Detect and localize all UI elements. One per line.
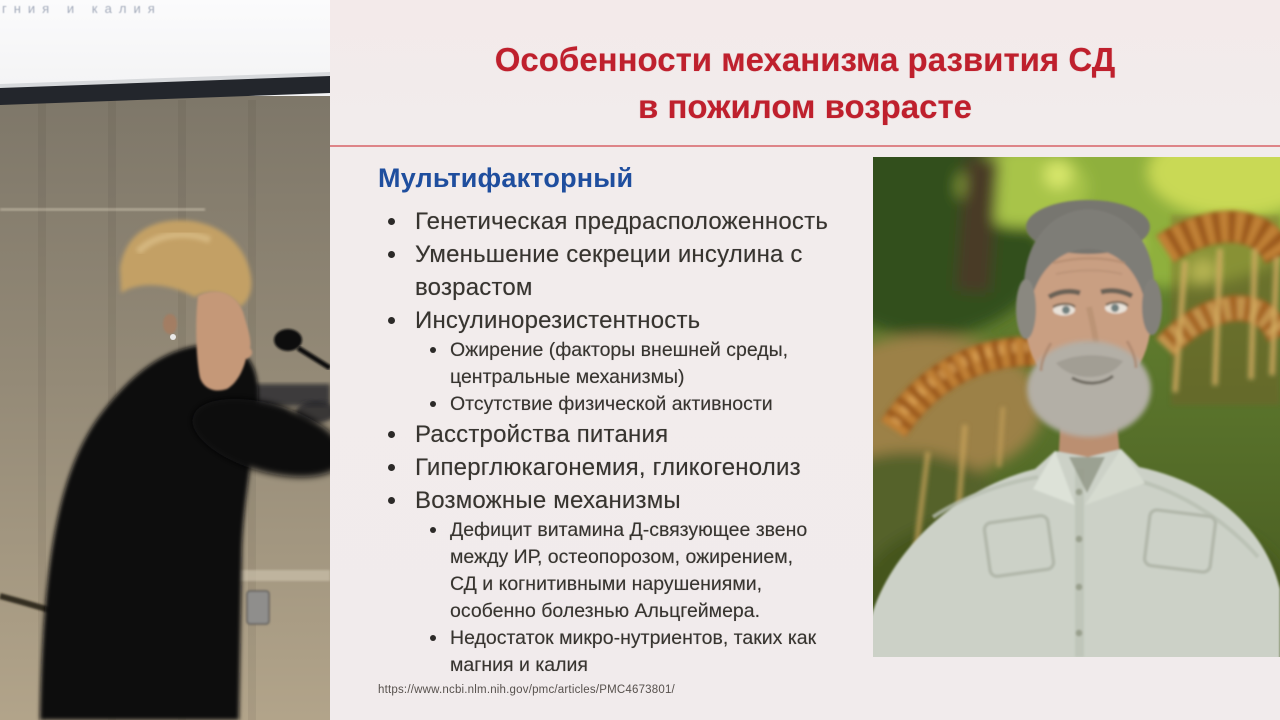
list-item: Инсулинорезистентность	[378, 304, 875, 337]
slide-title-line1: Особенности механизма развития СД	[494, 41, 1116, 78]
bullet-icon	[430, 527, 436, 533]
wall-rail	[0, 208, 205, 211]
list-item: Генетическая предрасположенность	[378, 205, 875, 238]
bullet-icon	[430, 401, 436, 407]
bullet-icon	[388, 431, 395, 438]
bullet-icon	[388, 218, 395, 225]
list-item: Гиперглюкагонемия, гликогенолиз	[378, 451, 875, 484]
list-item: Возможные механизмы	[378, 484, 875, 517]
wall-box	[247, 591, 269, 624]
bullet-icon	[430, 635, 436, 641]
slide-title	[330, 36, 1280, 130]
bullet-icon	[388, 497, 395, 504]
photo-illustration	[873, 157, 1280, 657]
slide-title-line2: в пожилом возрасте	[638, 88, 972, 125]
content-heading: Мультифакторный	[378, 163, 634, 193]
bullet-icon	[388, 464, 395, 471]
presenter-ear	[163, 314, 177, 334]
title-divider	[330, 145, 1280, 147]
camera-view	[0, 0, 330, 720]
list-item: Расстройства питания	[378, 418, 875, 451]
bullet-icon	[388, 317, 395, 324]
camera-scene	[0, 0, 330, 720]
projected-slide-residual-text: гния и калия	[2, 1, 162, 16]
bullet-icon	[430, 347, 436, 353]
list-item: Недостаток микро-нутриентов, таких как магния и калия	[422, 625, 825, 679]
bullet-list	[378, 205, 898, 679]
lower-rail	[238, 570, 330, 581]
photo-elderly-man-in-wicker-chair	[873, 157, 1280, 657]
list-item: Ожирение (факторы внешней среды, центральные механизмы)	[422, 337, 825, 391]
earring	[170, 334, 176, 340]
source-url: https://www.ncbi.nlm.nih.gov/pmc/articles/PMC4673801/	[378, 684, 675, 696]
hair-side-right	[1142, 279, 1162, 335]
list-item: Отсутствие физической активности	[422, 391, 825, 418]
list-item: Дефицит витамина Д-связующее звено между ИР, остеопорозом, ожирением, СД и когнитивными нарушениями, особенно болезнью Альцгеймера.	[422, 517, 825, 625]
shirt-placket	[1075, 469, 1084, 657]
hair-side-left	[1016, 279, 1036, 339]
presentation-slide	[330, 0, 1280, 720]
slide-content	[378, 160, 898, 679]
list-item: Уменьшение секреции инсулина с возрастом	[378, 238, 875, 304]
bullet-icon	[388, 251, 395, 258]
